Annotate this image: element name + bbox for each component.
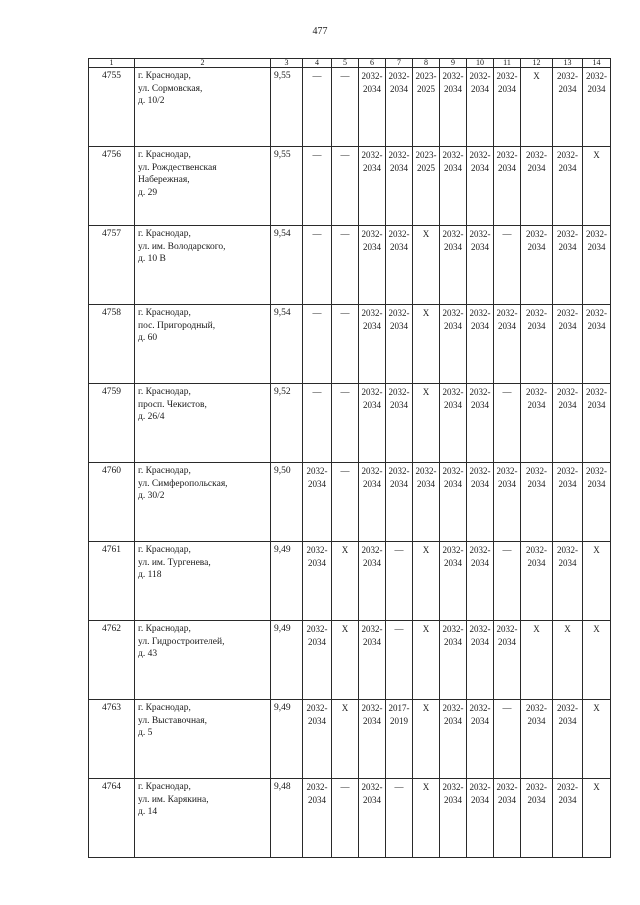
dash-mark: — bbox=[340, 782, 350, 792]
address-line: д. 5 bbox=[138, 728, 153, 738]
dash-mark: — bbox=[502, 229, 512, 239]
not-applicable-cell bbox=[413, 384, 440, 463]
table-row bbox=[89, 542, 611, 621]
address-line: просп. Чекистов, bbox=[138, 399, 207, 410]
x-mark: X bbox=[341, 703, 349, 713]
year-range-cell: 2032-2034 bbox=[467, 384, 494, 463]
address-line: г. Краснодар, bbox=[138, 466, 191, 476]
value-cell: 9,48 bbox=[271, 779, 303, 858]
address-cell bbox=[135, 463, 271, 542]
value-cell: 9,52 bbox=[271, 384, 303, 463]
empty-cell bbox=[494, 226, 521, 305]
dash-mark: — bbox=[340, 71, 350, 81]
column-header: 14 bbox=[583, 59, 611, 68]
address-cell bbox=[135, 542, 271, 621]
row-number: 4758 bbox=[89, 305, 135, 384]
empty-cell bbox=[386, 542, 413, 621]
x-mark: X bbox=[533, 624, 540, 634]
year-range-cell: 2032-2034 bbox=[386, 305, 413, 384]
table-body bbox=[89, 68, 611, 858]
x-mark: X bbox=[422, 703, 430, 713]
year-range-cell: 2032-2034 bbox=[303, 463, 332, 542]
x-mark: X bbox=[422, 624, 430, 634]
table-row bbox=[89, 305, 611, 384]
column-header: 11 bbox=[494, 59, 521, 68]
x-mark: X bbox=[593, 703, 600, 713]
year-range-cell: 2032-2034 bbox=[553, 68, 583, 147]
year-range-cell: 2032-2034 bbox=[413, 463, 440, 542]
empty-cell bbox=[386, 621, 413, 700]
not-applicable-cell bbox=[413, 305, 440, 384]
row-number: 4763 bbox=[89, 700, 135, 779]
address-line: д. 43 bbox=[138, 649, 158, 659]
address-line: д. 10 В bbox=[138, 254, 166, 264]
year-range-cell: 2032-2034 bbox=[440, 621, 467, 700]
address-line: ул. им. Тургенева, bbox=[138, 557, 211, 568]
column-header: 10 bbox=[467, 59, 494, 68]
year-range-cell: 2032-2034 bbox=[467, 226, 494, 305]
value-cell: 9,55 bbox=[271, 68, 303, 147]
dash-mark: — bbox=[502, 545, 512, 555]
year-range-cell: 2032-2034 bbox=[553, 463, 583, 542]
address-cell bbox=[135, 305, 271, 384]
address-line: пос. Пригородный, bbox=[138, 320, 216, 331]
x-mark: X bbox=[341, 624, 349, 634]
address-line: ул. Рождественская bbox=[138, 162, 217, 173]
year-range-cell: 2032-2034 bbox=[386, 68, 413, 147]
year-range-cell: 2032-2034 bbox=[303, 700, 332, 779]
dash-mark: — bbox=[312, 150, 322, 160]
address-cell bbox=[135, 226, 271, 305]
dash-mark: — bbox=[340, 229, 350, 239]
column-header: 4 bbox=[303, 59, 332, 68]
year-range-cell: 2032-2034 bbox=[553, 305, 583, 384]
year-range-cell: 2032-2034 bbox=[521, 384, 553, 463]
dash-mark: — bbox=[312, 229, 322, 239]
address-line: д. 60 bbox=[138, 333, 158, 343]
address-cell bbox=[135, 68, 271, 147]
year-range-cell: 2032-2034 bbox=[440, 779, 467, 858]
address-cell bbox=[135, 621, 271, 700]
dash-mark: — bbox=[502, 387, 512, 397]
not-applicable-cell bbox=[332, 700, 359, 779]
not-applicable-cell bbox=[332, 621, 359, 700]
not-applicable-cell bbox=[583, 147, 611, 226]
dash-mark: — bbox=[340, 387, 350, 397]
year-range-cell: 2017-2019 bbox=[386, 700, 413, 779]
year-range-cell: 2032-2034 bbox=[521, 226, 553, 305]
year-range-cell: 2032-2034 bbox=[440, 68, 467, 147]
page-number: 477 bbox=[312, 26, 328, 37]
registry-table bbox=[88, 58, 611, 858]
address-line: ул. Симферопольская, bbox=[138, 478, 228, 489]
empty-cell bbox=[332, 463, 359, 542]
address-line: г. Краснодар, bbox=[138, 71, 191, 81]
address-line: ул. Выставочная, bbox=[138, 715, 207, 726]
year-range-cell: 2032-2034 bbox=[359, 779, 386, 858]
empty-cell bbox=[494, 700, 521, 779]
not-applicable-cell bbox=[521, 621, 553, 700]
table-row bbox=[89, 700, 611, 779]
year-range-cell: 2032-2034 bbox=[440, 700, 467, 779]
address-line: г. Краснодар, bbox=[138, 703, 191, 713]
dash-mark: — bbox=[340, 466, 350, 476]
address-cell bbox=[135, 147, 271, 226]
year-range-cell: 2032-2034 bbox=[583, 226, 611, 305]
not-applicable-cell bbox=[583, 621, 611, 700]
address-cell bbox=[135, 700, 271, 779]
dash-mark: — bbox=[312, 387, 322, 397]
x-mark: X bbox=[593, 545, 600, 555]
empty-cell bbox=[494, 542, 521, 621]
dash-mark: — bbox=[312, 71, 322, 81]
not-applicable-cell bbox=[583, 779, 611, 858]
empty-cell bbox=[332, 226, 359, 305]
dash-mark: — bbox=[394, 545, 404, 555]
value-cell: 9,49 bbox=[271, 700, 303, 779]
empty-cell bbox=[332, 147, 359, 226]
address-line: д. 30/2 bbox=[138, 491, 165, 501]
year-range-cell: 2032-2034 bbox=[386, 147, 413, 226]
year-range-cell: 2032-2034 bbox=[303, 621, 332, 700]
value-cell: 9,54 bbox=[271, 226, 303, 305]
year-range-cell: 2032-2034 bbox=[521, 463, 553, 542]
address-line: г. Краснодар, bbox=[138, 150, 191, 160]
address-line: г. Краснодар, bbox=[138, 545, 191, 555]
column-header: 5 bbox=[332, 59, 359, 68]
year-range-cell: 2032-2034 bbox=[467, 700, 494, 779]
address-line: г. Краснодар, bbox=[138, 624, 191, 634]
year-range-cell: 2032-2034 bbox=[440, 226, 467, 305]
year-range-cell: 2032-2034 bbox=[359, 384, 386, 463]
year-range-cell: 2032-2034 bbox=[467, 621, 494, 700]
year-range-cell: 2032-2034 bbox=[494, 779, 521, 858]
x-mark: X bbox=[341, 545, 349, 555]
year-range-cell: 2032-2034 bbox=[386, 226, 413, 305]
table-row bbox=[89, 68, 611, 147]
year-range-cell: 2032-2034 bbox=[440, 384, 467, 463]
column-header: 3 bbox=[271, 59, 303, 68]
dash-mark: — bbox=[312, 308, 322, 318]
row-number: 4764 bbox=[89, 779, 135, 858]
table-row bbox=[89, 463, 611, 542]
address-cell bbox=[135, 384, 271, 463]
empty-cell bbox=[386, 779, 413, 858]
not-applicable-cell bbox=[583, 700, 611, 779]
year-range-cell: 2032-2034 bbox=[467, 779, 494, 858]
empty-cell bbox=[303, 147, 332, 226]
row-number: 4757 bbox=[89, 226, 135, 305]
year-range-cell: 2032-2034 bbox=[553, 700, 583, 779]
address-line: г. Краснодар, bbox=[138, 308, 191, 318]
year-range-cell: 2032-2034 bbox=[583, 384, 611, 463]
year-range-cell: 2023-2025 bbox=[413, 68, 440, 147]
value-cell: 9,49 bbox=[271, 621, 303, 700]
year-range-cell: 2032-2034 bbox=[583, 68, 611, 147]
year-range-cell: 2032-2034 bbox=[359, 305, 386, 384]
year-range-cell: 2032-2034 bbox=[467, 542, 494, 621]
year-range-cell: 2032-2034 bbox=[521, 542, 553, 621]
not-applicable-cell bbox=[332, 542, 359, 621]
year-range-cell: 2032-2034 bbox=[553, 147, 583, 226]
address-line: ул. им. Карякина, bbox=[138, 794, 209, 805]
not-applicable-cell bbox=[413, 779, 440, 858]
table-row bbox=[89, 621, 611, 700]
row-number: 4761 bbox=[89, 542, 135, 621]
dash-mark: — bbox=[502, 703, 512, 713]
not-applicable-cell bbox=[413, 542, 440, 621]
table-row bbox=[89, 226, 611, 305]
x-mark: X bbox=[422, 545, 430, 555]
year-range-cell: 2023-2025 bbox=[413, 147, 440, 226]
empty-cell bbox=[303, 384, 332, 463]
value-cell: 9,55 bbox=[271, 147, 303, 226]
column-header: 6 bbox=[359, 59, 386, 68]
empty-cell bbox=[494, 384, 521, 463]
table-header bbox=[89, 59, 611, 68]
table-row bbox=[89, 147, 611, 226]
column-header: 1 bbox=[89, 59, 135, 68]
empty-cell bbox=[332, 779, 359, 858]
year-range-cell: 2032-2034 bbox=[440, 542, 467, 621]
not-applicable-cell bbox=[413, 226, 440, 305]
year-range-cell: 2032-2034 bbox=[583, 305, 611, 384]
column-header: 2 bbox=[135, 59, 271, 68]
x-mark: X bbox=[422, 387, 430, 397]
address-line: д. 29 bbox=[138, 187, 158, 198]
year-range-cell: 2032-2034 bbox=[494, 463, 521, 542]
not-applicable-cell bbox=[583, 542, 611, 621]
year-range-cell: 2032-2034 bbox=[386, 384, 413, 463]
address-line: ул. им. Володарского, bbox=[138, 241, 226, 252]
year-range-cell: 2032-2034 bbox=[553, 542, 583, 621]
empty-cell bbox=[303, 305, 332, 384]
year-range-cell: 2032-2034 bbox=[440, 463, 467, 542]
year-range-cell: 2032-2034 bbox=[359, 68, 386, 147]
column-header: 13 bbox=[553, 59, 583, 68]
not-applicable-cell bbox=[521, 68, 553, 147]
row-number: 4762 bbox=[89, 621, 135, 700]
year-range-cell: 2032-2034 bbox=[359, 226, 386, 305]
year-range-cell: 2032-2034 bbox=[303, 542, 332, 621]
column-header: 8 bbox=[413, 59, 440, 68]
address-line: ул. Сормовская, bbox=[138, 83, 203, 94]
column-header: 7 bbox=[386, 59, 413, 68]
year-range-cell: 2032-2034 bbox=[553, 384, 583, 463]
year-range-cell: 2032-2034 bbox=[494, 147, 521, 226]
header-row bbox=[89, 59, 611, 68]
year-range-cell: 2032-2034 bbox=[521, 305, 553, 384]
not-applicable-cell bbox=[553, 621, 583, 700]
year-range-cell: 2032-2034 bbox=[386, 463, 413, 542]
table-row bbox=[89, 384, 611, 463]
year-range-cell: 2032-2034 bbox=[467, 68, 494, 147]
empty-cell bbox=[303, 68, 332, 147]
value-cell: 9,50 bbox=[271, 463, 303, 542]
dash-mark: — bbox=[394, 624, 404, 634]
year-range-cell: 2032-2034 bbox=[494, 68, 521, 147]
year-range-cell: 2032-2034 bbox=[494, 305, 521, 384]
x-mark: X bbox=[593, 624, 600, 634]
value-cell: 9,49 bbox=[271, 542, 303, 621]
year-range-cell: 2032-2034 bbox=[553, 779, 583, 858]
year-range-cell: 2032-2034 bbox=[521, 147, 553, 226]
table-row bbox=[89, 779, 611, 858]
year-range-cell: 2032-2034 bbox=[359, 621, 386, 700]
row-number: 4755 bbox=[89, 68, 135, 147]
column-header: 9 bbox=[440, 59, 467, 68]
address-line: г. Краснодар, bbox=[138, 782, 191, 792]
year-range-cell: 2032-2034 bbox=[359, 147, 386, 226]
empty-cell bbox=[332, 68, 359, 147]
address-cell bbox=[135, 779, 271, 858]
dash-mark: — bbox=[340, 308, 350, 318]
empty-cell bbox=[332, 384, 359, 463]
year-range-cell: 2032-2034 bbox=[359, 542, 386, 621]
year-range-cell: 2032-2034 bbox=[467, 305, 494, 384]
address-line: д. 14 bbox=[138, 807, 158, 817]
x-mark: X bbox=[422, 308, 430, 318]
year-range-cell: 2032-2034 bbox=[440, 305, 467, 384]
x-mark: X bbox=[593, 782, 600, 792]
row-number: 4756 bbox=[89, 147, 135, 226]
column-header: 12 bbox=[521, 59, 553, 68]
year-range-cell: 2032-2034 bbox=[521, 700, 553, 779]
address-line: г. Краснодар, bbox=[138, 387, 191, 397]
year-range-cell: 2032-2034 bbox=[583, 463, 611, 542]
x-mark: X bbox=[564, 624, 571, 634]
row-number: 4759 bbox=[89, 384, 135, 463]
x-mark: X bbox=[593, 150, 600, 160]
not-applicable-cell bbox=[413, 621, 440, 700]
address-line: д. 10/2 bbox=[138, 96, 165, 106]
not-applicable-cell bbox=[413, 700, 440, 779]
x-mark: X bbox=[533, 71, 540, 81]
empty-cell bbox=[332, 305, 359, 384]
x-mark: X bbox=[422, 229, 430, 239]
dash-mark: — bbox=[394, 782, 404, 792]
address-line: г. Краснодар, bbox=[138, 229, 191, 239]
address-line: ул. Гидростроителей, bbox=[138, 636, 225, 647]
x-mark: X bbox=[422, 782, 430, 792]
year-range-cell: 2032-2034 bbox=[521, 779, 553, 858]
dash-mark: — bbox=[340, 150, 350, 160]
year-range-cell: 2032-2034 bbox=[359, 700, 386, 779]
year-range-cell: 2032-2034 bbox=[359, 463, 386, 542]
year-range-cell: 2032-2034 bbox=[467, 147, 494, 226]
address-line: д. 26/4 bbox=[138, 412, 165, 422]
year-range-cell: 2032-2034 bbox=[494, 621, 521, 700]
empty-cell bbox=[303, 226, 332, 305]
year-range-cell: 2032-2034 bbox=[303, 779, 332, 858]
year-range-cell: 2032-2034 bbox=[553, 226, 583, 305]
year-range-cell: 2032-2034 bbox=[467, 463, 494, 542]
year-range-cell: 2032-2034 bbox=[440, 147, 467, 226]
row-number: 4760 bbox=[89, 463, 135, 542]
address-line: Набережная, bbox=[138, 175, 190, 185]
address-line: д. 118 bbox=[138, 570, 162, 580]
value-cell: 9,54 bbox=[271, 305, 303, 384]
